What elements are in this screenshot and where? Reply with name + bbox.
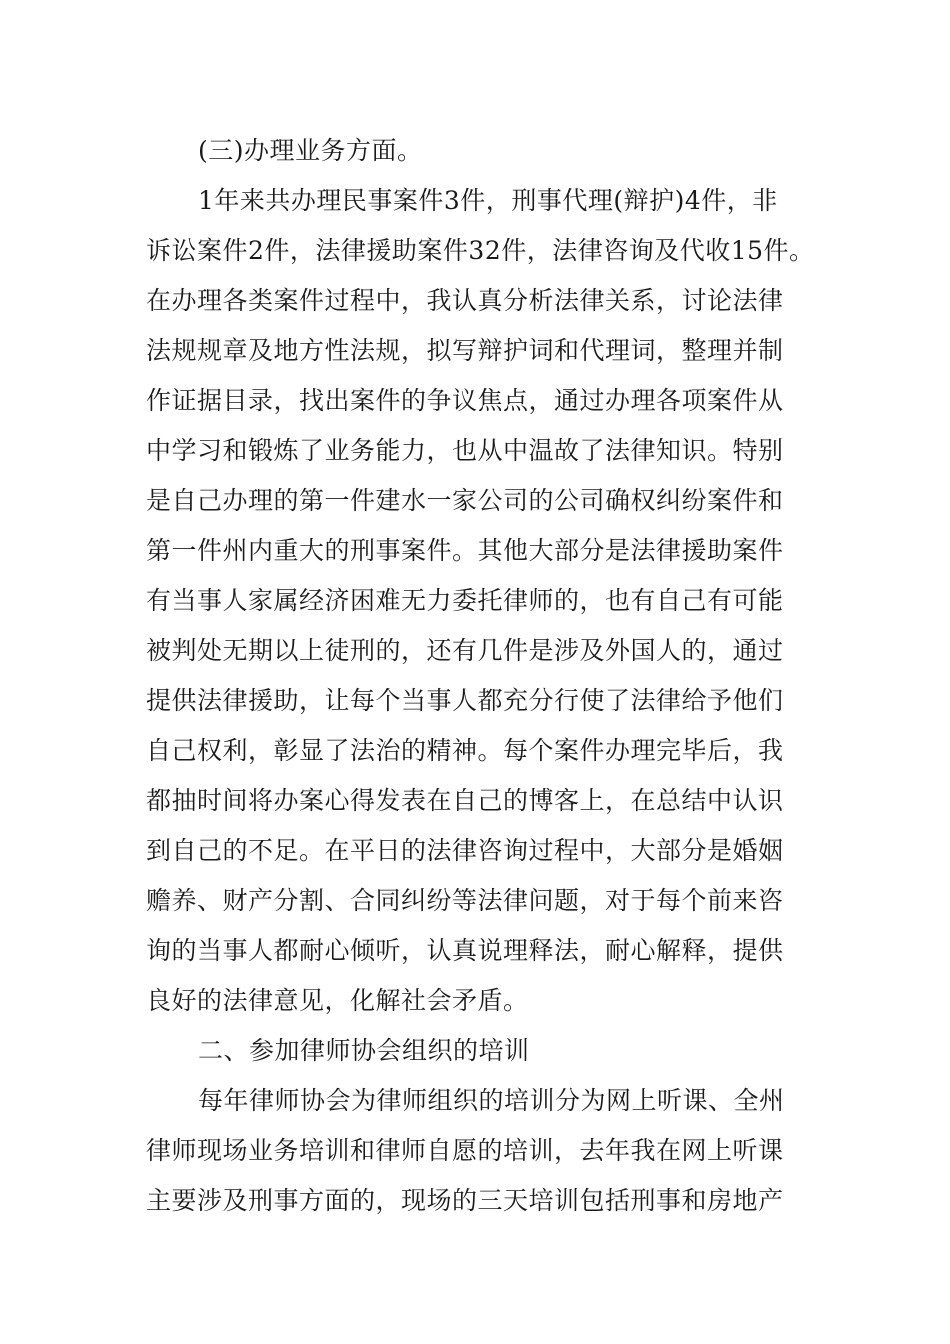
paragraph-line: 被判处无期以上徒刑的，还有几件是涉及外国人的，通过 bbox=[146, 636, 784, 665]
paragraph-line: 第一件州内重大的刑事案件。其他大部分是法律援助案件 bbox=[146, 536, 784, 565]
paragraph-line: 自己权利，彰显了法治的精神。每个案件办理完毕后，我 bbox=[146, 736, 784, 765]
paragraph-line: 赡养、财产分割、合同纠纷等法律问题，对于每个前来咨 bbox=[146, 886, 784, 915]
paragraph-line: 法规规章及地方性法规，拟写辩护词和代理词，整理并制 bbox=[146, 336, 784, 365]
paragraph-line: 诉讼案件2件，法律援助案件32件，法律咨询及代收15件。 bbox=[146, 236, 815, 265]
paragraph-line: 有当事人家属经济困难无力委托律师的，也有自己有可能 bbox=[146, 586, 784, 615]
paragraph-line: 询的当事人都耐心倾听，认真说理释法，耐心解释，提供 bbox=[146, 936, 784, 965]
paragraph-line: 作证据目录，找出案件的争议焦点，通过办理各项案件从 bbox=[146, 386, 784, 415]
paragraph-line: 都抽时间将办案心得发表在自己的博客上，在总结中认识 bbox=[146, 786, 784, 815]
paragraph-line: 中学习和锻炼了业务能力，也从中温故了法律知识。特别 bbox=[146, 436, 784, 465]
paragraph-line: 律师现场业务培训和律师自愿的培训，去年我在网上听课 bbox=[146, 1136, 784, 1165]
paragraph-line: 主要涉及刑事方面的，现场的三天培训包括刑事和房地产 bbox=[146, 1186, 784, 1215]
paragraph-line: 是自己办理的第一件建水一家公司的公司确权纠纷案件和 bbox=[146, 486, 784, 515]
paragraph-line: 到自己的不足。在平日的法律咨询过程中，大部分是婚姻 bbox=[146, 836, 784, 865]
paragraph-line: 在办理各类案件过程中，我认真分析法律关系，讨论法律 bbox=[146, 286, 784, 315]
section-heading: 二、参加律师协会组织的培训 bbox=[198, 1036, 530, 1065]
paragraph-line: 1年来共办理民事案件3件，刑事代理(辩护)4件，非 bbox=[198, 186, 778, 215]
paragraph-line: 提供法律援助，让每个当事人都充分行使了法律给予他们 bbox=[146, 686, 784, 715]
paragraph-line: 每年律师协会为律师组织的培训分为网上听课、全州 bbox=[198, 1086, 785, 1115]
subsection-heading: (三)办理业务方面。 bbox=[198, 136, 423, 165]
paragraph-line: 良好的法律意见，化解社会矛盾。 bbox=[146, 986, 529, 1015]
